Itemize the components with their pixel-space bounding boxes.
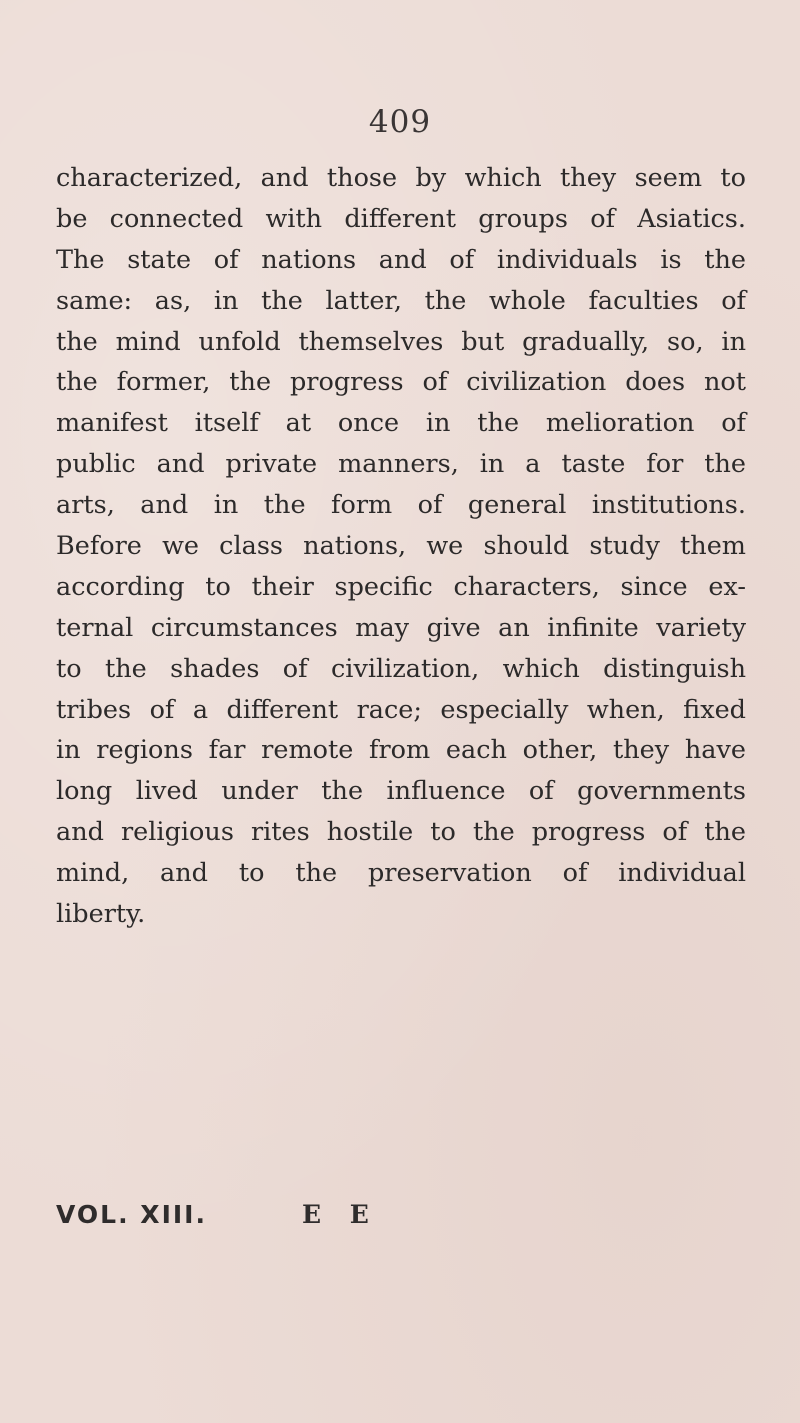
text-line: characterized, and those by which they seem to xyxy=(56,163,746,193)
text-line: and religious rites hostile to the progress of the xyxy=(56,817,746,848)
text-line: ternal circumstances may give an infinite variety xyxy=(56,612,746,643)
text-line: public and private manners, in a taste for the xyxy=(56,449,746,480)
text-line: in regions far remote from each other, they have xyxy=(56,735,746,766)
text-line: mind, and to the preservation of individual xyxy=(56,858,746,889)
text-line: long lived under the influence of governments xyxy=(56,776,746,807)
text-line: Before we class nations, we should study them xyxy=(56,531,746,562)
text-line: liberty. xyxy=(56,899,146,930)
page-number: 409 xyxy=(368,104,432,140)
text-line: the former, the progress of civilization does not xyxy=(56,367,746,398)
body-text xyxy=(56,158,746,935)
text-line: arts, and in the form of general institutions. xyxy=(56,490,746,521)
text-line: be connected with different groups of Asiatics. xyxy=(56,203,746,234)
text-line: tribes of a different race; especially when, fixed xyxy=(56,694,746,725)
volume-label: VOL. XIII. xyxy=(56,1200,207,1229)
text-line: the mind unfold themselves but gradually, so, in xyxy=(56,326,746,357)
signature-mark: E E xyxy=(302,1200,379,1229)
text-line: according to their specific characters, since ex- xyxy=(56,571,746,602)
text-line: to the shades of civilization, which distinguish xyxy=(56,653,746,684)
page-footer xyxy=(56,1200,456,1240)
text-line: The state of nations and of individuals is the xyxy=(56,244,746,275)
text-line: manifest itself at once in the melioration of xyxy=(56,408,746,439)
text-line: same: as, in the latter, the whole faculties of xyxy=(56,285,746,316)
